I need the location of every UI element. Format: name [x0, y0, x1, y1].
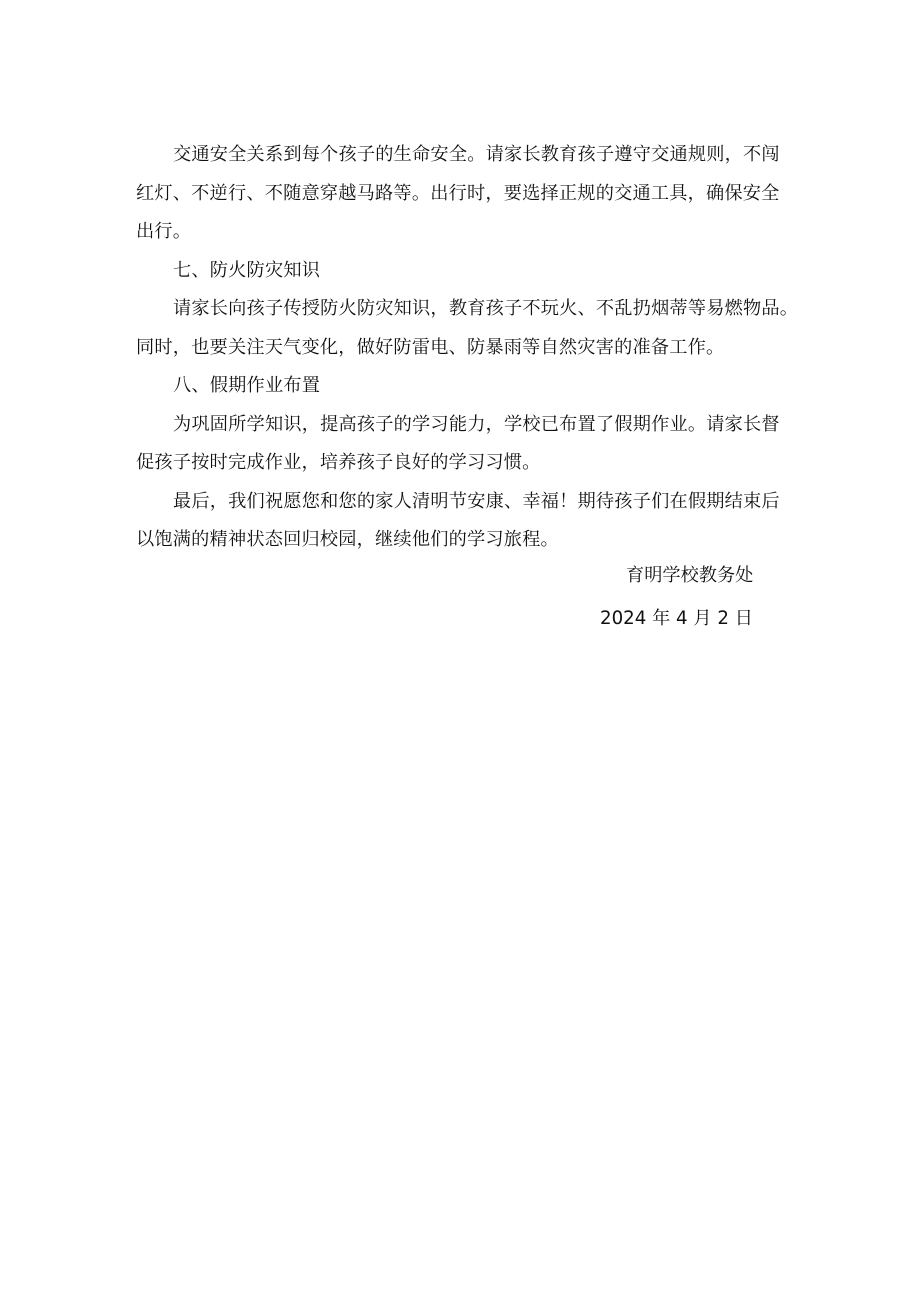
- paragraph-line: 出行。: [136, 221, 192, 242]
- section-heading: 七、防火防灾知识: [173, 259, 321, 281]
- signature-organization: 育明学校教务处: [626, 565, 754, 586]
- paragraph-line: 交通安全关系到每个孩子的生命安全。请家长教育孩子遵守交通规则，不闯: [173, 144, 780, 165]
- homework-paragraph: [136, 406, 791, 483]
- section-8-heading: [136, 367, 791, 406]
- section-heading: 八、假期作业布置: [173, 375, 321, 396]
- closing-paragraph: [136, 483, 791, 560]
- paragraph-line: 请家长向孩子传授防火防灾知识，教育孩子不玩火、不乱扔烟蒂等易燃物品。: [173, 298, 799, 319]
- signature-date: 2024 年 4 月 2 日: [600, 608, 753, 629]
- paragraph-line: 最后，我们祝愿您和您的家人清明节安康、幸福！期待孩子们在假期结束后: [173, 490, 780, 512]
- paragraph-line: 同时，也要关注天气变化，做好防雷电、防暴雨等自然灾害的准备工作。: [136, 336, 725, 358]
- paragraph-line: 促孩子按时完成作业，培养孩子良好的学习习惯。: [136, 452, 541, 473]
- paragraph-line: 以饱满的精神状态回归校园，继续他们的学习旅程。: [136, 529, 559, 550]
- document-body: [136, 136, 799, 560]
- traffic-safety-paragraph: [136, 136, 791, 252]
- section-7-heading: [136, 252, 791, 291]
- paragraph-line: 红灯、不逆行、不随意穿越马路等。出行时，要选择正规的交通工具，确保安全: [136, 182, 780, 204]
- paragraph-line: 为巩固所学知识，提高孩子的学习能力，学校已布置了假期作业。请家长督: [173, 413, 780, 435]
- fire-disaster-paragraph: [136, 290, 799, 367]
